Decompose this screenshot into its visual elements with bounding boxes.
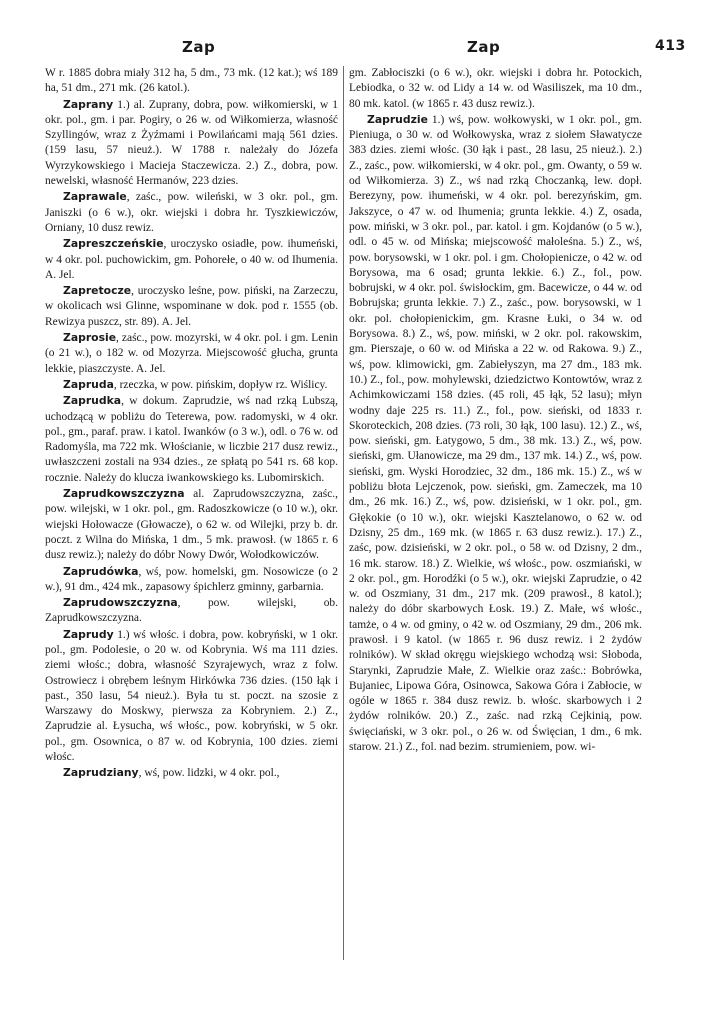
dictionary-entry	[45, 66, 338, 97]
entry-headword: Zapruda	[63, 377, 114, 391]
running-head-left: Zap	[182, 38, 216, 56]
entry-text: , wś, pow. lidzki, w 4 okr. pol.,	[138, 767, 280, 780]
entry-text: , zaśc., pow. mozyrski, w 4 okr. pol. i gm. Lenin (o 21 w.), o 182 w. od Mozyrza. Miejscowość głucha, grunta lekkie, piaszczyste. A. Jel.	[45, 332, 338, 375]
entry-headword: Zaprosie	[63, 331, 117, 345]
running-head-right: Zap	[467, 38, 501, 56]
dictionary-entry	[45, 97, 338, 190]
entry-text: , zaśc., pow. wileński, w 3 okr. pol., gm. Janiszki (o 6 w.), okr. wiejski i dobra hr. Tyszkiewiczów, Orniany, 10 dusz rewiz.	[45, 191, 338, 234]
dictionary-entry	[45, 236, 338, 283]
entry-text: , wś, pow. homelski, gm. Nosowicze (o 2 w.), 91 dm., 424 mk., zapasowy śpichlerz gminny, garbarnia.	[45, 565, 338, 593]
entry-text: , w dokum. Zaprudzie, wś nad rzką Lubszą, uchodzącą w pobliżu do Teterewa, pow. radomyski, w 4 okr. pol., gm., paraf. praw. i katol. Iwanków (o 3 w.), odl. o 76 w. od Radomyśla, ma 722 mk. Włościanie, w liczbie 217 dusz rewiz., uwłaszczeni zostali na 934 dzies., ze spłatą po 541 rs. 68 kop. rocznie. Należy do klucza iwankowskiego ks. Lubomirskich.	[45, 395, 338, 484]
dictionary-entry	[45, 765, 338, 781]
entry-headword: Zaprudziany	[63, 766, 139, 780]
page-number: 413	[655, 38, 686, 54]
entry-text: 1.) wś, pow. wołkowyski, w 1 okr. pol., gm. Pieniuga, o 30 w. od Wołkowyska, wraz z siołem Sławatycze 383 dzies. ziemi włośc. (30 łąk i past., 28 lasu, 25 nieuż.). 2.) Z., zaśc., pow. wiłkomierski, w 4 okr. pol., gm. Owanty, o 59 w. od Wiłkomierza. 3) Z., wś nad rzką Choczanką, lew. dopł. Berezyny, pow. ihumeński, w 4 okr. pol. berezyńskim, gm. Jakszyce, o 47 w. od Ihumenia; grunta lekkie. 4.) Z, osada, pow. miński, w 3 okr. pol., par. katol. i gm. Kojdanów (o 5 w.), odl. o 45 w. od Mińska; miejscowość małoleśna. 5.) Z., wś, pow. borysowski, w 1 okr. pol. i gm. Chołopienicze, o 42 w. od Borysowa, ma 6 osad; grunta lekkie. 6.) Z., fol., pow. bobrujski, w 4 okr. pol. świsłockim, gm. Bacewicze, o 44 w. od Bobrujska; grunta lekkie. 7.) Z., zaśc., pow. borysowski, w 1 okr. pol. chołopienickim, gm. Krasne Łuki, o 34 w. od Borysowa. 8.) Z., wś, pow. miński, w 2 okr. pol. rakowskim, gm. Pierszaje, o 60 w. od Mińska a 22 w. od Rakowa. 9.) Z., wś, pow. klimowicki, gm. Zabiełyszyn, ma 27 dm., 183 mk. 10.) Z., fol., pow. mohylewski, dziedzictwo Kontowtów, wraz z Achimkowiczami 158 dzies. (45 roli, 45 łąk, 52 lasu); młyn wodny daje 225 rs. 11.) Z., fol., pow. sieński, od 1833 r. Skorotеckich, 208 dzies. (73 roli, 30 łąk, 100 lasu). 12.) Z., wś, pow. sieński, gm. Łatygowo, 5 dm., 38 mk. 13.) Z., wś, pow. sieński, gm. Ułanowicze, ma 29 dm., 137 mk. 14.) Z., wś, pow. sieński, gm. Wyski Horodziec, 32 dm., 186 mk. 15.) Z., wś w pobliżu błota Lejczenok, pow. sieński, gm. Zameczek, ma 10 dm., 26 mk. 16.) Z., wś, pow. dzisieński, w 1 okr. pol., gm. Głękokie (o 10 w.), okr. wiejski Kasztelanowo, o 62 w. od Dzisny, 25 dm., 169 mk. (w 1865 r. 63 dusz rewiz.). 17.) Z., zaśc, pow. dzisieński, w 2 okr. pol., o 58 w. od Dzisny, 2 dm., 16 mk. starow. 18.) Z. Wielkie, wś włośc., pow. oszmiański, w 2 okr. pol., gm. Horodźki (o 5 w.), okr. wiejski Zaprudzie, o 42 w. od Oszmiany, 31 dm., 217 mk. (209 prawosł., 8 katol.); należy do dóbr skarbowych Łosk. 19.) Z. Małe, wś włośc., tamże, o 4 w. od gminy, o 42 w. od Oszmiany, 29 dm., 206 mk. prawosł. i 9 katol. (w 1865 r. 96 dusz rewiz. i 2 żydów rolników). W skład okręgu wiejskiego wchodzą wsi: Słoboda, Starynki, Zaprudzie Małe, Z. Wielkie oraz zaśc.: Bobrówka, Bujaniec, Lipowa Góra, Osinowca, Sakowa Góra i Zabłocie, w ogóle w 1865 r. 384 dusz rewiz. b. włośc. skarbowych i 2 żydów rolników. 20.) Z., zaśc. nad rzką Cejkinią, pow. święciański, w 3 okr. pol., o 26 w. od Święcian, 1 dm., 6 mk. starow. 21.) Z., fol. nad bezim. strumieniem, pow. wi-	[349, 113, 642, 754]
dictionary-entry	[45, 377, 338, 393]
entry-headword: Zaprudka	[63, 394, 122, 408]
entry-text: , uroczysko leśne, pow. piński, na Zarzeczu, w okolicach wsi Glinne, wspominane w dok. pod r. 1555 (ob. Rewizya puszcz, str. 89). A. Jel.	[45, 285, 338, 328]
entry-text: al. Zaprudowszczyzna, zaśc., pow. wilejski, w 1 okr. pol., gm. Radoszkowicze (o 10 w.), okr. wiejski Hołowacze (Głowacze), o 62 w. od Wilejki, przy b. dr. poczt. z Wilna do Mińska, 1 dm., 5 mk. prawosł. (w 1865 r. 6 dusz rewiz.); należy do dóbr Nowy Dwór, Wołodkowiczów.	[45, 488, 338, 562]
dictionary-entry	[45, 627, 338, 766]
left-column	[45, 66, 338, 782]
dictionary-entry	[45, 564, 338, 596]
entry-text: 1.) wś włośc. i dobra, pow. kobryński, w 1 okr. pol., gm. Podolesie, o 20 w. od Kobrynia. Wś ma 111 dzies. ziemi włośc.; dobra, własność Szyrajewych, wraz z folw. Ostrowiecz i obrębem leśnym Hirkówka 736 dzies. (150 łąk i past., 350 lasu, 54 nieuż.). Była tu st. poczt. na szosie z Warszawy do Moskwy, pierwsza za Kobryniem. 2.) Z., Zaprudzie al. Łysucha, wś włośc., pow. kobryński, w 5 okr. pol., gm. Osownica, o 87 w. od Kobrynia, 100 dzies. ziemi włośc.	[45, 628, 338, 764]
entry-text: W r. 1885 dobra miały 312 ha, 5 dm., 73 mk. (12 kat.); wś 189 ha, 51 dm., 271 mk. (26 katol.).	[45, 67, 338, 95]
entry-headword: Zaprudowszczyzna	[63, 596, 178, 610]
dictionary-entry	[45, 189, 338, 236]
dictionary-entry	[45, 283, 338, 330]
right-column	[349, 66, 642, 755]
dictionary-entry	[45, 330, 338, 377]
entry-headword: Zaprudzie	[367, 112, 428, 126]
entry-headword: Zapretocze	[63, 284, 132, 298]
entry-headword: Zaprawale	[63, 190, 127, 204]
entry-text: gm. Zabłociszki (o 6 w.), okr. wiejski i dobra hr. Potockich, Lebiodka, o 32 w. od Lidy a 14 w. od Wasiliszek, ma 10 dm., 80 mk. katol. (w 1865 r. 43 dusz rewiz.).	[349, 67, 642, 110]
dictionary-entry	[45, 595, 338, 627]
dictionary-entry	[45, 393, 338, 486]
dictionary-entry	[349, 66, 642, 112]
entry-headword: Zaprudy	[63, 627, 114, 641]
entry-headword: Zaprudkowszczyzna	[63, 487, 185, 501]
entry-text: 1.) al. Zuprany, dobra, pow. wiłkomierski, w 1 okr. pol., gm. i par. Pogiry, o 26 w. od Wiłkomierza, własność Szyllingów, wraz z Żyźmami i Powilańcami mają 561 dzies. (159 lasu, 57 nieuż.). W 1788 r. należały do Józefa Wyrzykowskiego i Macieja Staczewicza. 2.) Z., dobra, pow. newelski, własność Hermanów, 223 dzies.	[45, 98, 338, 188]
dictionary-entry	[349, 112, 642, 755]
entry-text: , uroczysko osiadłe, pow. ihumeński, w 4 okr. pol. puchowickim, gm. Pohorełe, o 40 w. od Ihumenia. A. Jel.	[45, 238, 338, 281]
entry-text: , pow. wilejski, ob. Zaprudkowszczyzna.	[45, 597, 338, 625]
entry-headword: Zaprudówka	[63, 564, 139, 578]
entry-text: , rzeczka, w pow. pińskim, dopływ rz. Wiślicy.	[113, 378, 328, 391]
column-divider	[343, 66, 344, 960]
entry-headword: Zaprany	[63, 97, 114, 111]
entry-headword: Zapreszczeńskie	[63, 237, 164, 251]
dictionary-entry	[45, 486, 338, 563]
